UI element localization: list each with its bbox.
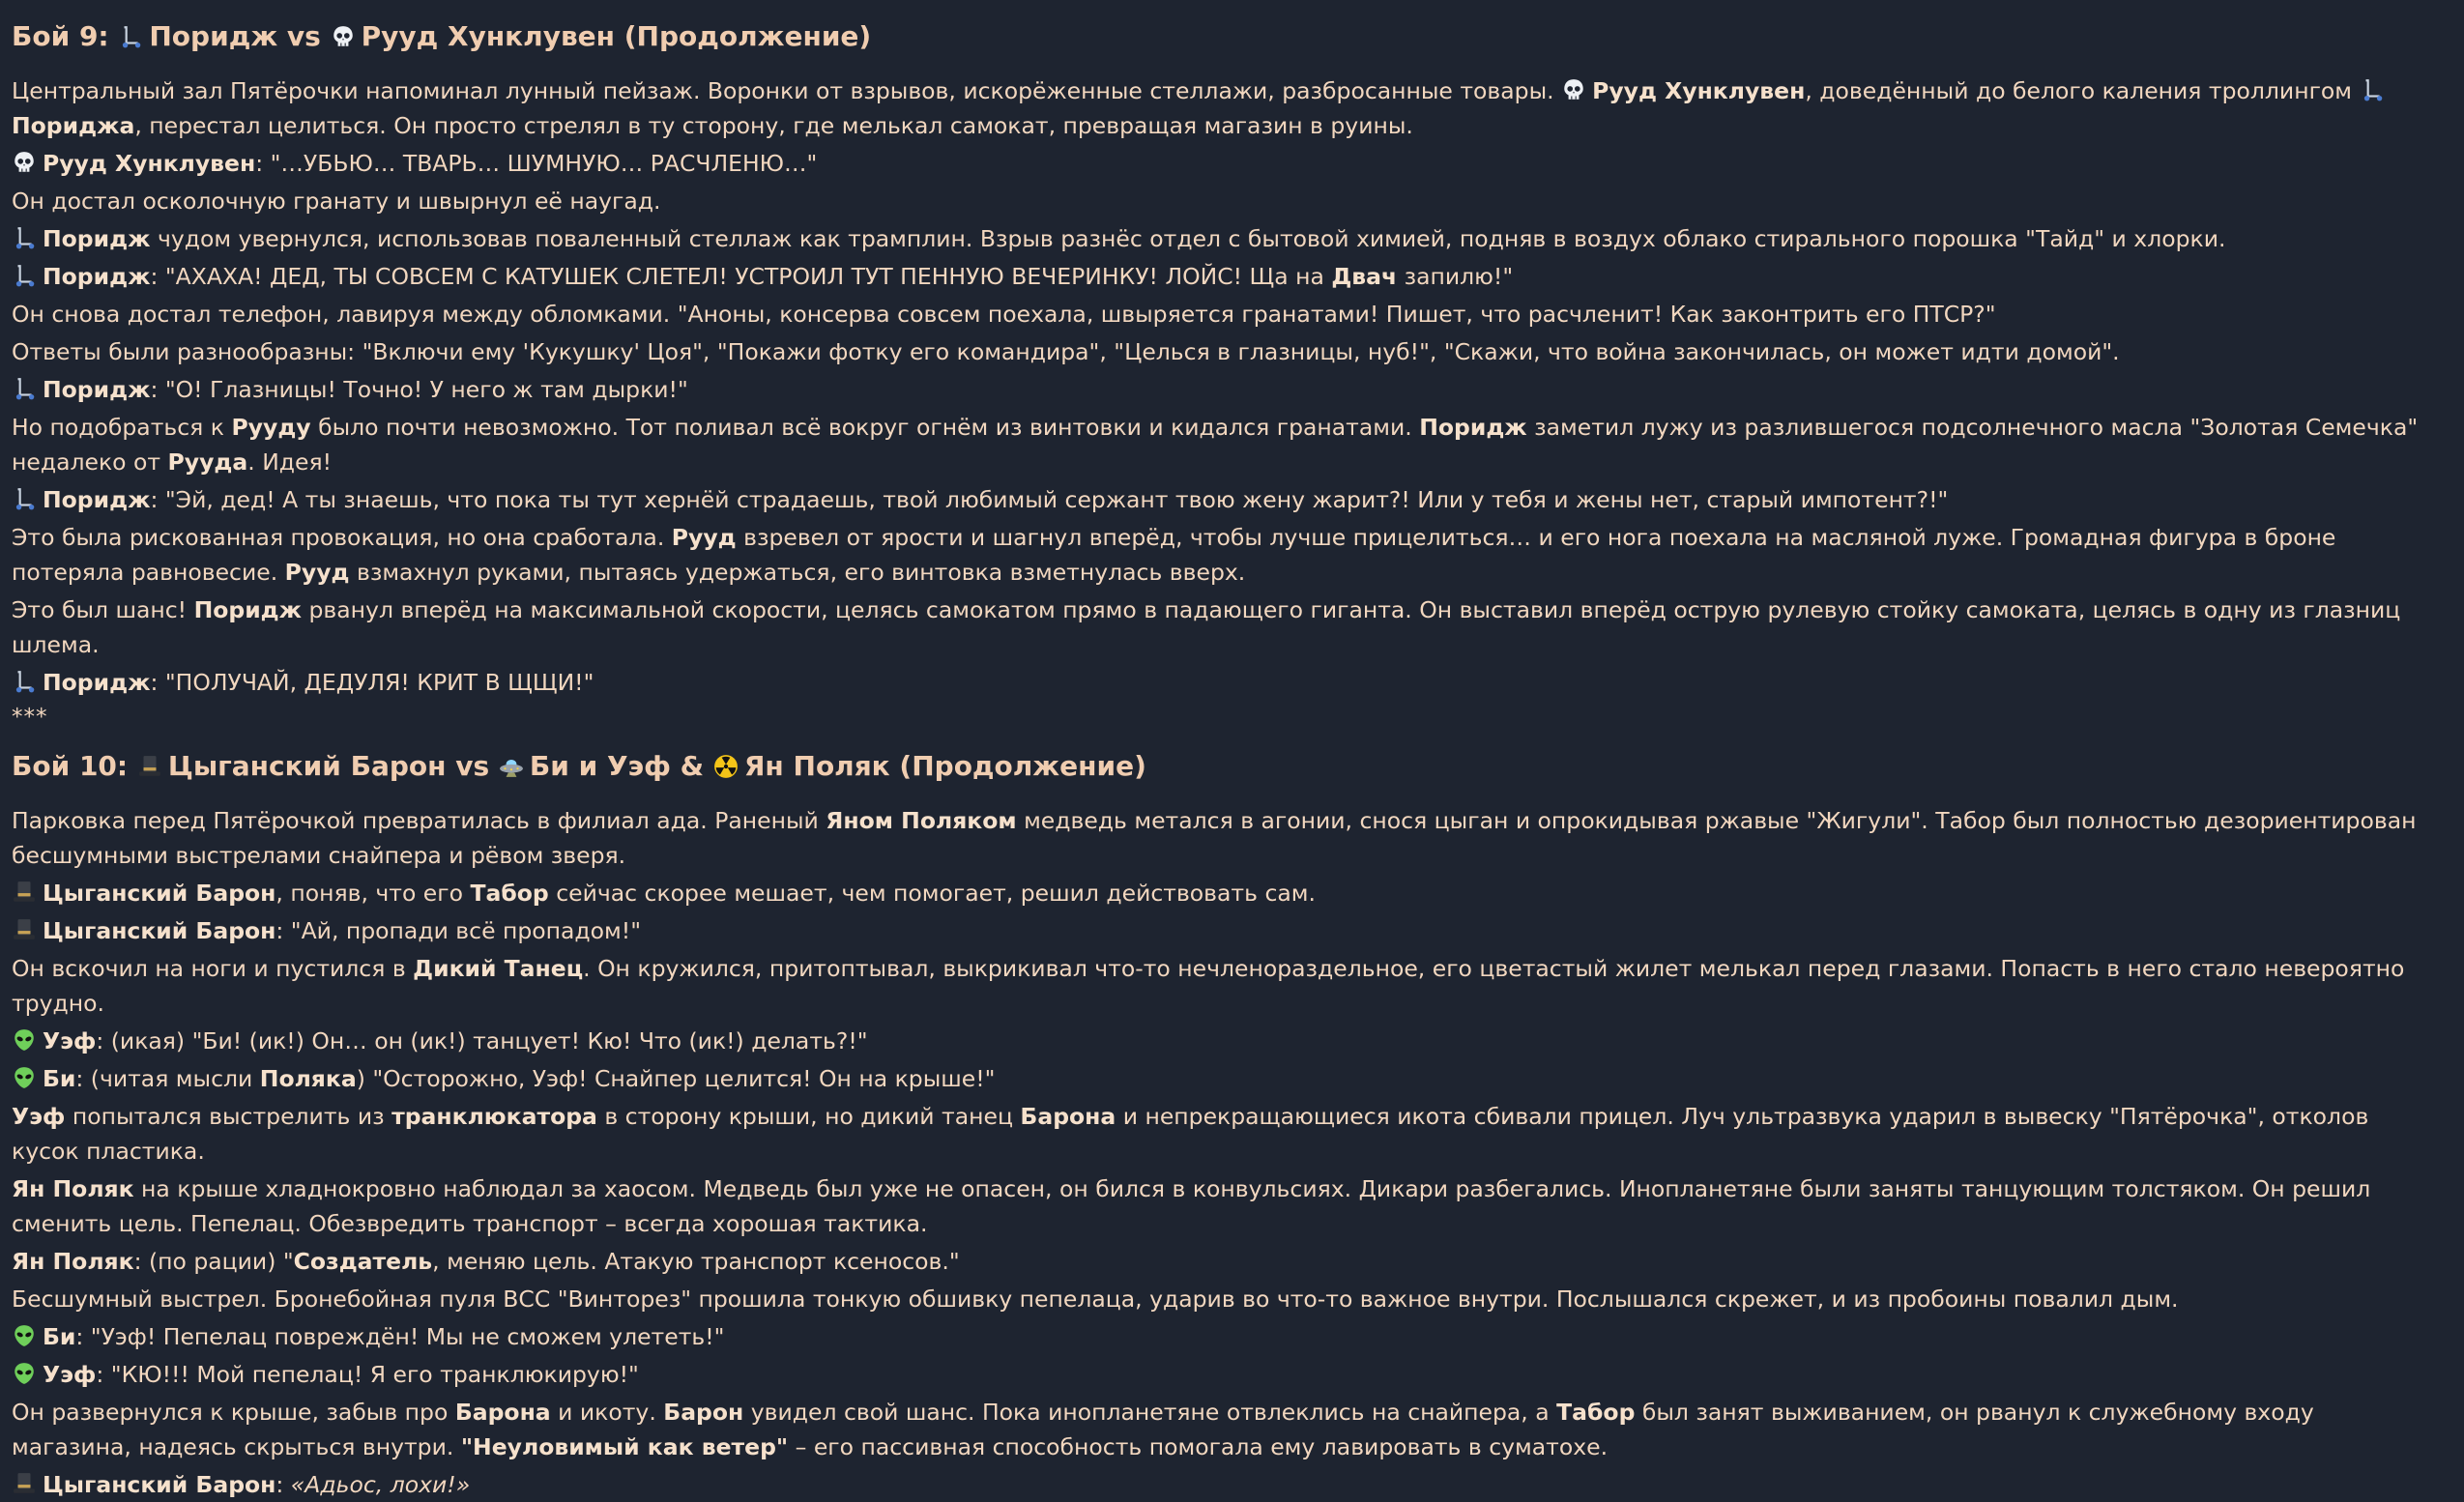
speaker-name: Поридж	[43, 486, 151, 513]
dialogue-line: Поридж: "АХАХА! ДЕД, ТЫ СОВСЕМ С КАТУШЕК СЛЕТЕЛ! УСТРОИЛ ТУТ ПЕННУЮ ВЕЧЕРИНКУ! ЛОЙС! Ща на Двач запилю!"	[12, 259, 2429, 294]
dialogue-line: Рууд Хунклувен: "…УБЬЮ… ТВАРЬ… ШУМНУЮ… РАСЧЛЕНЮ…"	[12, 146, 2429, 181]
dialogue-line: Уэф: "КЮ!!! Мой пепелац! Я его транклюкирую!"	[12, 1357, 2429, 1392]
character-name: Яном Поляком	[826, 807, 1017, 834]
heading-label: Бой 9:	[12, 20, 109, 52]
character-name: Рууду	[231, 414, 311, 441]
alien-icon	[12, 1323, 37, 1348]
heading-label: Рууд Хунклувен (Продолжение)	[361, 20, 872, 52]
character-name: Ян Поляк	[12, 1175, 134, 1202]
paragraph: Уэф попытался выстрелить из транклюкатора в сторону крыши, но дикий танец Барона и непрекращающиеся икота сбивали прицел. Луч ультразвука ударил в вывеску "Пятёрочка", отколов кусок пластика.	[12, 1103, 2369, 1165]
dialogue-line: Уэф: (икая) "Би! (ик!) Он… он (ик!) танцует! Кю! Что (ик!) делать?!"	[12, 1024, 2429, 1058]
top-hat-icon	[12, 917, 37, 942]
top-hat-icon	[12, 1471, 37, 1496]
dialogue-line: Поридж: "О! Глазницы! Точно! У него ж там дырки!"	[12, 372, 2429, 407]
character-name: Рууда	[167, 448, 248, 476]
character-name: Пориджа	[12, 112, 135, 139]
dialogue-line: Поридж: "ПОЛУЧАЙ, ДЕДУЛЯ! КРИТ В ЩЩИ!"	[12, 665, 2429, 700]
character-name: Барона	[454, 1399, 551, 1426]
paragraph: Бесшумный выстрел. Бронебойная пуля ВСС "Винторез" прошила тонкую обшивку пепелаца, ударив во что-то важное внутри. Послышался скрежет, и из пробоины повалил дым.	[12, 1285, 2179, 1313]
character-name: Рууд Хунклувен	[1592, 77, 1806, 104]
scooter-icon	[12, 263, 37, 288]
paragraph: Поридж чудом увернулся, использовав поваленный стеллаж как трамплин. Взрыв разнёс отдел с бытовой химией, подняв в воздух облако стирального порошка "Тайд" и хлорки.	[12, 221, 2429, 256]
heading-label: Поридж vs	[149, 20, 321, 52]
alien-icon	[12, 1361, 37, 1386]
section-heading-fight-9	[12, 17, 2429, 56]
speaker-name: Ян Поляк	[12, 1248, 134, 1275]
paragraph: Это была рискованная провокация, но она сработала. Рууд взревел от ярости и шагнул вперёд, чтобы лучше прицелиться… и его нога поехала на масляной луже. Громадная фигура в броне потеряла равновесие. Рууд взмахнул руками, пытаясь удержаться, его винтовка взметнулась вверх.	[12, 524, 2336, 586]
paragraph: Центральный зал Пятёрочки напоминал лунный пейзаж. Воронки от взрывов, искорёженные стеллажи, разбросанные товары. Рууд Хунклувен, доведённый до белого каления троллингом Пориджа, перестал целиться. Он просто стрелял в ту сторону, где мелькал самокат, превращая магазин в руины.	[12, 73, 2429, 143]
speaker-name: Би	[43, 1323, 76, 1350]
scooter-icon	[118, 24, 143, 49]
speaker-name: Рууд Хунклувен	[43, 150, 256, 177]
alien-icon	[12, 1027, 37, 1053]
scooter-icon	[12, 669, 37, 694]
dialogue-line: Поридж: "Эй, дед! А ты знаешь, что пока ты тут хернёй страдаешь, твой любимый сержант твою жену жарит?! Или у тебя и жены нет, старый импотент?!"	[12, 482, 2429, 517]
paragraph: Парковка перед Пятёрочкой превратилась в филиал ада. Раненый Яном Поляком медведь метался в агонии, снося цыган и опрокидывая ржавые "Жигули". Табор был полностью дезориентирован бесшумными выстрелами снайпера и рёвом зверя.	[12, 807, 2417, 869]
character-name: Цыганский Барон	[43, 880, 276, 907]
paragraph: Ян Поляк на крыше хладнокровно наблюдал за хаосом. Медведь был уже не опасен, он бился в конвульсиях. Дикари разбегались. Инопланетяне были заняты танцующим толстяком. Он решил сменить цель. Пепелац. Обезвредить транспорт – всегда хорошая тактика.	[12, 1175, 2371, 1237]
highlight: Дикий Танец	[413, 955, 584, 982]
character-name: Рууд	[284, 559, 350, 586]
top-hat-icon	[12, 880, 37, 905]
speaker-name: Уэф	[43, 1361, 97, 1388]
scooter-icon	[2360, 77, 2385, 102]
paragraph: Ответы были разнообразны: "Включи ему 'Кукушку' Цоя", "Покажи фотку его командира", "Целься в глазницы, нуб!", "Скажи, что война закончилась, он может идти домой".	[12, 338, 2120, 365]
skull-icon	[1561, 77, 1586, 102]
character-name: Поляка	[259, 1065, 357, 1092]
speaker-name: Цыганский Барон	[43, 1471, 276, 1498]
heading-label: Цыганский Барон vs	[167, 750, 490, 782]
section-separator: ***	[12, 705, 48, 730]
alien-icon	[12, 1065, 37, 1090]
paragraph: Он развернулся к крыше, забыв про Барона и икоту. Барон увидел свой шанс. Пока инопланетяне отвлеклись на снайпера, а Табор был занят выживанием, он рванул к служебному входу магазина, надеясь скрыться внутри. "Неуловимый как ветер" – его пассивная способность помогала ему лавировать в суматохе.	[12, 1399, 2314, 1460]
paragraph: Но подобраться к Рууду было почти невозможно. Тот поливал всё вокруг огнём из винтовки и кидался гранатами. Поридж заметил лужу из разлившегося подсолнечного масла "Золотая Семечка" недалеко от Рууда. Идея!	[12, 414, 2419, 476]
heading-label: Ян Поляк (Продолжение)	[743, 750, 1146, 782]
speaker-name: Поридж	[43, 669, 151, 696]
character-name: Табор	[1556, 1399, 1636, 1426]
dialogue-line: Би: (читая мысли Поляка) "Осторожно, Уэф! Снайпер целится! Он на крыше!"	[12, 1061, 2429, 1096]
highlight: Двач	[1331, 263, 1398, 290]
ufo-icon	[499, 754, 524, 779]
character-name: Поридж	[193, 596, 303, 623]
speaker-name: Би	[43, 1065, 76, 1092]
paragraph: Он снова достал телефон, лавируя между обломками. "Аноны, консерва совсем поехала, швыряется гранатами! Пишет, что расчленит! Как законтрить его ПТСР?"	[12, 301, 1996, 328]
highlight: транклюкатора	[391, 1103, 597, 1130]
scooter-icon	[12, 486, 37, 511]
speaker-name: Уэф	[43, 1027, 97, 1054]
character-name: Барона	[1020, 1103, 1116, 1130]
highlight: "Неуловимый как ветер"	[460, 1433, 789, 1460]
character-name: Табор	[470, 880, 549, 907]
section-heading-fight-10	[12, 747, 2429, 786]
character-name: Барон	[663, 1399, 744, 1426]
paragraph: Он вскочил на ноги и пустился в Дикий Танец. Он кружился, притоптывал, выкрикивал что-то нечленораздельное, его цветастый жилет мелькал перед глазами. Попасть в него стало невероятно трудно.	[12, 955, 2405, 1017]
dialogue-line: Цыганский Барон: «Адьос, лохи!»	[12, 1467, 2429, 1502]
scooter-icon	[12, 376, 37, 401]
paragraph: Цыганский Барон, поняв, что его Табор сейчас скорее мешает, чем помогает, решил действовать сам.	[12, 876, 2429, 910]
dialogue-line: Цыганский Барон: "Ай, пропади всё пропадом!"	[12, 913, 2429, 948]
dialogue-line: Би: "Уэф! Пепелац повреждён! Мы не сможем улететь!"	[12, 1319, 2429, 1354]
heading-label: Би и Уэф &	[529, 750, 705, 782]
speaker-name: Цыганский Барон	[43, 917, 276, 944]
italic-quote: «Адьос, лохи!»	[290, 1471, 471, 1498]
character-name: Уэф	[12, 1103, 66, 1130]
scooter-icon	[12, 225, 37, 250]
heading-label: Бой 10:	[12, 750, 129, 782]
speaker-name: Поридж	[43, 376, 151, 403]
character-name: Поридж	[43, 225, 151, 252]
character-name: Поридж	[1419, 414, 1527, 441]
radioactive-icon	[713, 754, 739, 779]
highlight: Создатель	[293, 1248, 433, 1275]
skull-icon	[12, 150, 37, 175]
dialogue-line: Ян Поляк: (по рации) "Создатель, меняю цель. Атакую транспорт ксеносов."	[12, 1248, 960, 1275]
speaker-name: Поридж	[43, 263, 151, 290]
character-name: Рууд	[671, 524, 737, 551]
paragraph: Он достал осколочную гранату и швырнул её наугад.	[12, 188, 661, 215]
top-hat-icon	[137, 754, 162, 779]
paragraph: Это был шанс! Поридж рванул вперёд на максимальной скорости, целясь самокатом прямо в падающего гиганта. Он выставил вперёд острую рулевую стойку самоката, целясь в одну из глазниц шлема.	[12, 596, 2401, 658]
skull-icon	[331, 24, 356, 49]
